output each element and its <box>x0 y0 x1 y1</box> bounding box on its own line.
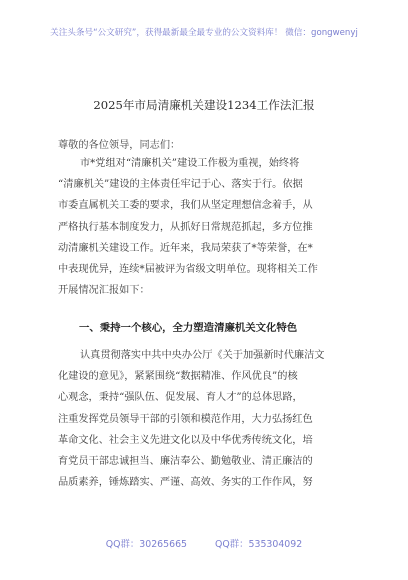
text-line: 严格执行基本制度发力，从抓好日常规范抓起，多方位推 <box>58 221 313 233</box>
paragraph-intro <box>58 153 350 301</box>
text-line: 育党员干部忠诚担当、廉洁奉公、勤勉敬业、清正廉洁的 <box>58 456 313 468</box>
text-line: 市委直属机关工委的要求，我们从坚定理想信念着手，从 <box>58 200 313 212</box>
text-line: 注重发挥党员领导干部的引领和模范作用，大力弘扬红色 <box>58 413 313 425</box>
page-footer <box>0 536 408 550</box>
text-line: 心观念，秉持“强队伍、促发展、育人才”的总体思路， <box>58 392 303 404</box>
qq-group-2: QQ群：535304092 <box>215 539 303 550</box>
text-line: “清廉机关”建设的主体责任牢记于心、落实于行。依据 <box>58 179 303 191</box>
text-line: 动清廉机关建设工作。近年来，我局荣获了*等荣誉，在* <box>58 242 313 254</box>
text-line: 品质素养，锤炼踏实、严谨、高效、务实的工作作风，努 <box>58 477 313 489</box>
text-line: 市*党组对“清廉机关”建设工作极为重视，始终将 <box>80 158 300 169</box>
salutation: 尊敬的各位领导，同志们： <box>58 140 181 151</box>
text-line: 革命文化、社会主义先进文化以及中华优秀传统文化，培 <box>58 434 313 446</box>
paragraph-section-one <box>58 345 350 493</box>
text-line: 开展情况汇报如下： <box>58 285 150 297</box>
document-title: 2025年市局清廉机关建设1234工作法汇报 <box>93 98 315 112</box>
section-heading: 一、秉持一个核心，全力塑造清廉机关文化特色 <box>79 322 298 334</box>
text-line: 化建设的意见》，紧紧围绕“数据精准、作风优良”的核 <box>58 371 298 383</box>
qq-group-1: QQ群：30265665 <box>105 539 188 550</box>
text-line: 中表现优异，连续*届被评为省级文明单位。现将相关工作 <box>58 264 318 276</box>
promo-banner: 关注头条号“公文研究”，获得最新最全最专业的公文资料库！ 微信：gongwenyj <box>50 28 358 38</box>
text-line: 认真贯彻落实中共中央办公厅《关于加强新时代廉洁文 <box>80 350 325 361</box>
